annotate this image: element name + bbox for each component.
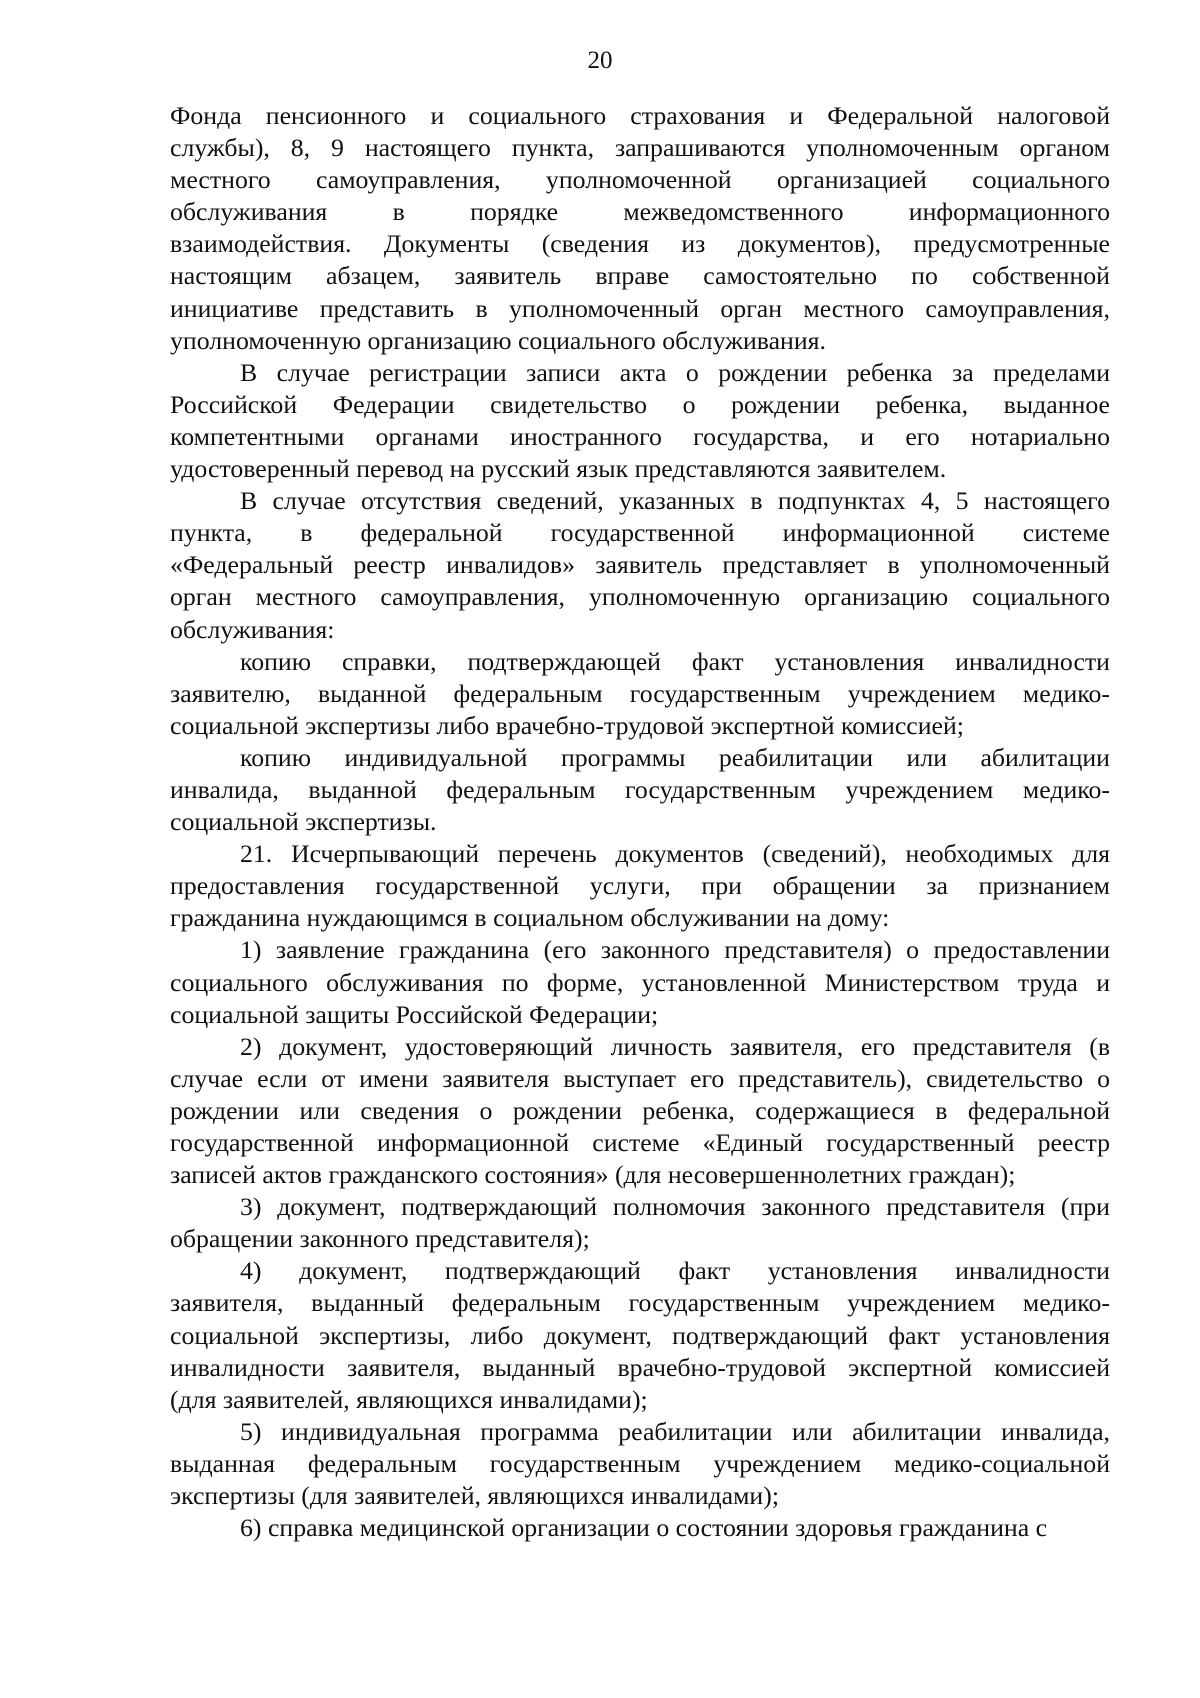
paragraph-line: 3) документ, подтверждающий полномочия законного представителя (при xyxy=(240,1192,1110,1222)
paragraph-line: Российской Федерации свидетельство о рождении ребенка, выданное xyxy=(170,389,1110,419)
paragraph xyxy=(170,100,1110,357)
paragraph-line: 4) документ, подтверждающий факт установления инвалидности xyxy=(240,1256,1110,1286)
paragraph xyxy=(170,1416,1110,1512)
paragraph-line: предоставления государственной услуги, при обращении за признанием xyxy=(170,871,1110,901)
paragraph-line: гражданина нуждающимся в социальном обслуживании на дому: xyxy=(170,903,890,933)
paragraph xyxy=(170,1031,1110,1191)
paragraph xyxy=(170,1191,1110,1255)
paragraph-line: удостоверенный перевод на русский язык представляются заявителем. xyxy=(170,454,947,484)
paragraph-line: социальной экспертизы либо врачебно-трудовой экспертной комиссией; xyxy=(170,710,964,740)
paragraph xyxy=(170,357,1110,485)
paragraph-line: социальной экспертизы, либо документ, подтверждающий факт установления xyxy=(170,1320,1110,1350)
paragraph xyxy=(170,934,1110,1030)
paragraph-line: взаимодействия. Документы (сведения из документов), предусмотренные xyxy=(170,229,1110,259)
paragraph-line: орган местного самоуправления, уполномоченную организацию социального xyxy=(170,582,1110,612)
paragraph-line: обслуживания: xyxy=(170,614,335,644)
paragraph-line: местного самоуправления, уполномоченной организацией социального xyxy=(170,165,1110,195)
paragraph-line: обращении законного представителя); xyxy=(170,1224,590,1254)
paragraph-line: компетентными органами иностранного государства, и его нотариально xyxy=(170,421,1110,451)
paragraph-line: государственной информационной системе «Единый государственный реестр xyxy=(170,1128,1110,1157)
paragraph-line: социальной экспертизы. xyxy=(170,807,437,837)
paragraph-line: (для заявителей, являющихся инвалидами); xyxy=(170,1384,648,1414)
paragraph-line: социальной защиты Российской Федерации; xyxy=(170,999,659,1029)
paragraph-line: обслуживания в порядке межведомственного информационного xyxy=(170,197,1110,227)
paragraph-line: инициативе представить в уполномоченный орган местного самоуправления, xyxy=(170,293,1110,323)
paragraph-line: рождении или сведения о рождении ребенка, содержащиеся в федеральной xyxy=(170,1095,1110,1125)
paragraph xyxy=(170,742,1110,838)
paragraph-line: инвалидности заявителя, выданный врачебно-трудовой экспертной комиссией xyxy=(170,1352,1110,1382)
paragraph-line: настоящим абзацем, заявитель вправе самостоятельно по собственной xyxy=(170,261,1110,291)
paragraph-line: «Федеральный реестр инвалидов» заявитель представляет в уполномоченный xyxy=(170,550,1110,580)
paragraph-line: В случае регистрации записи акта о рождении ребенка за пределами xyxy=(240,357,1110,387)
paragraph xyxy=(170,485,1110,645)
paragraph xyxy=(170,1512,1110,1544)
paragraph-line: экспертизы (для заявителей, являющихся инвалидами); xyxy=(170,1481,779,1511)
paragraph-line: копию справки, подтверждающей факт установления инвалидности xyxy=(240,646,1110,676)
paragraph-line: случае если от имени заявителя выступает его представитель), свидетельство о xyxy=(170,1063,1110,1093)
paragraph-line: службы), 8, 9 настоящего пункта, запрашиваются уполномоченным органом xyxy=(170,133,1110,163)
paragraph-line: выданная федеральным государственным учреждением медико-социальной xyxy=(170,1448,1110,1478)
paragraph-line: заявителю, выданной федеральным государственным учреждением медико- xyxy=(170,678,1110,708)
paragraph-line: 2) документ, удостоверяющий личность заявителя, его представителя (в xyxy=(240,1031,1110,1061)
paragraph xyxy=(170,1255,1110,1415)
paragraph-line: 21. Исчерпывающий перечень документов (сведений), необходимых для xyxy=(240,839,1110,869)
paragraph xyxy=(170,838,1110,934)
paragraph-line: 1) заявление гражданина (его законного представителя) о предоставлении xyxy=(240,935,1110,965)
paragraph-line: уполномоченную организацию социального обслуживания. xyxy=(170,325,826,355)
paragraph-line: инвалида, выданной федеральным государственным учреждением медико- xyxy=(170,774,1110,804)
paragraph-line: социального обслуживания по форме, установленной Министерством труда и xyxy=(170,967,1110,997)
paragraph xyxy=(170,646,1110,742)
paragraph-line: копию индивидуальной программы реабилитации или абилитации xyxy=(240,742,1110,772)
paragraph-line: В случае отсутствия сведений, указанных в подпунктах 4, 5 настоящего xyxy=(240,486,1110,516)
paragraph-line: 5) индивидуальная программа реабилитации или абилитации инвалида, xyxy=(240,1416,1110,1446)
paragraph-line: записей актов гражданского состояния» (для несовершеннолетних граждан); xyxy=(170,1160,1016,1190)
paragraph-line: Фонда пенсионного и социального страхования и Федеральной налоговой xyxy=(170,101,1110,130)
document-body xyxy=(170,100,1110,1544)
paragraph-line: заявителя, выданный федеральным государственным учреждением медико- xyxy=(170,1288,1110,1318)
page-number: 20 xyxy=(587,47,613,74)
paragraph-line: пункта, в федеральной государственной информационной системе xyxy=(170,518,1110,548)
paragraph-line: 6) справка медицинской организации о состоянии здоровья гражданина с xyxy=(240,1513,1048,1543)
